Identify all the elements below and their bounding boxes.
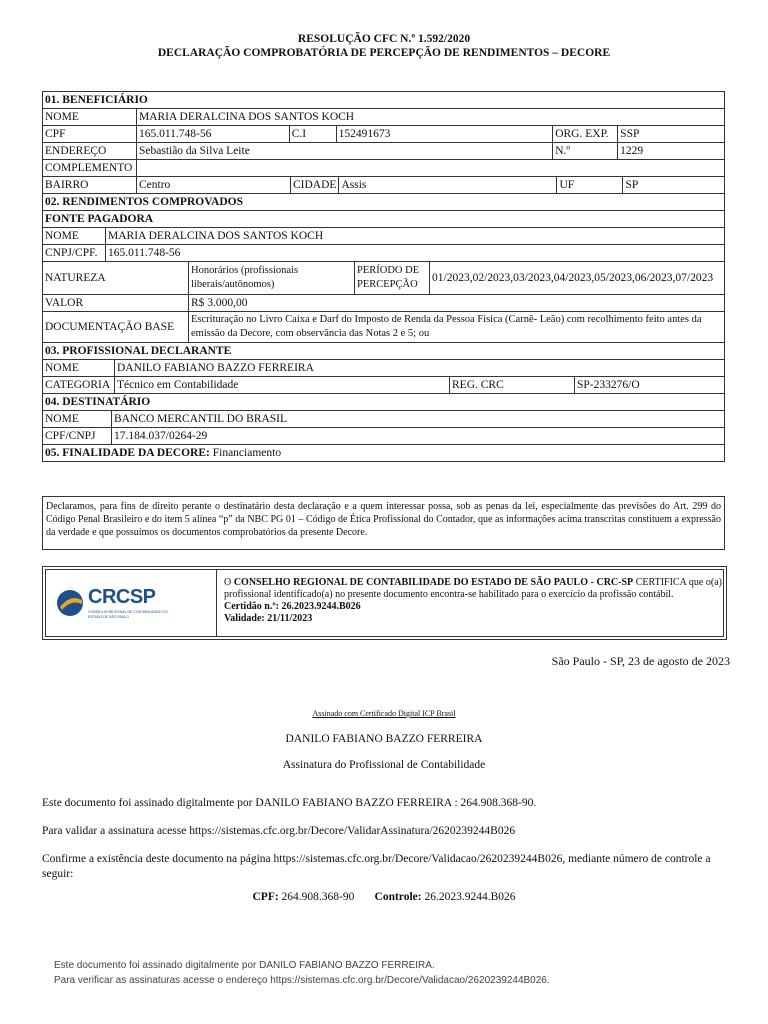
section-finalidade: 05. FINALIDADE DA DECORE: [45,447,210,459]
label-valor: VALOR [43,295,189,311]
documentacao-base: Escrituração no Livro Caixa e Darf do Imposto de Renda da Pessoa Física (Carnê- Leão) com recolhimento feito antes da emissão da Decore, com observância das Notas 2 e 5; ou [191,314,702,339]
label-natureza: NATUREZA [43,262,189,294]
doc-title-resolution: RESOLUÇÃO CFC N.º 1.592/2020 [297,33,471,45]
profissional-reg-crc: SP-233276/O [577,379,640,391]
valor: R$ 3.000,00 [191,297,248,309]
info-validate-url: Para validar a assinatura acesse https://sistemas.cfc.org.br/Decore/ValidarAssinatura/2620239244B026 [42,825,516,837]
destinatario-nome: BANCO MERCANTIL DO BRASIL [114,413,288,425]
footer-line-1: Este documento foi assinado digitalmente por DANILO FABIANO BAZZO FERREIRA. [54,960,435,971]
footer-line-2: Para verificar as assinaturas acesse o endereço https://sistemas.cfc.org.br/Decore/Validacao/2620239244B026. [54,975,550,986]
beneficiario-endereco: Sebastião da Silva Leite [136,143,552,160]
label-complemento: COMPLEMENTO [43,160,137,177]
profissional-categoria: Técnico em Contabilidade [115,377,450,393]
label-categoria: CATEGORIA [43,377,115,393]
signer-name: DANILO FABIANO BAZZO FERREIRA [285,733,483,745]
info-confirm-url: Confirme a existência deste documento na página https://sistemas.cfc.org.br/Decore/Validacao/2620239244B026, mediante número de controle a seguir: [42,853,711,880]
label-bairro: BAIRRO [43,177,137,194]
signature-tag: Assinado com Certificado Digital ICP Brasil [312,709,456,718]
section-rendimentos: 02. RENDIMENTOS COMPROVADOS [43,194,725,211]
profissional-nome: DANILO FABIANO BAZZO FERREIRA [117,362,314,374]
label-fonte-cnpj: CNPJ/CPF. [43,245,106,261]
label-dest-nome: NOME [43,411,112,427]
label-uf: UF [557,177,623,193]
label-fonte-nome: NOME [43,228,106,244]
section-destinatario: 04. DESTINATÁRIO [43,394,725,411]
crcsp-logo [46,570,217,636]
label-prof-nome: NOME [43,360,115,376]
beneficiario-ci: 152491673 [336,126,553,143]
section-profissional: 03. PROFISSIONAL DECLARANTE [43,343,725,360]
label-org-exp: ORG. EXP. [553,126,618,143]
label-ci: C.I [289,126,336,143]
controle-label: Controle: [374,891,422,903]
logo-wordmark: CRCSP [88,586,156,608]
certificate-text [224,577,722,625]
page-footer [54,958,550,988]
info-signed: Este documento foi assinado digitalmente por DANILO FABIANO BAZZO FERREIRA : 264.908.368-90. [42,797,537,809]
logo-subtitle: CONSELHO REGIONAL DE CONTABILIDADE DO ESTADO DE SÃO PAULO [88,610,168,619]
label-reg-crc: REG. CRC [450,377,575,393]
beneficiario-cpf: 165.011.748-56 [136,126,289,143]
label-numero: N.º [553,143,618,160]
cert-body: CERTIFICA que o(a) profissional identificado(a) no presente documento encontra-se habilitado para o exercício da profissão contábil. [224,577,722,600]
decore-form [42,91,725,462]
label-periodo: PERÍODO DE PERCEPÇÃO [355,262,430,294]
label-cidade: CIDADE [290,177,338,193]
cpf-control-line [0,891,768,903]
beneficiario-complemento [136,160,724,177]
label-endereco: ENDEREÇO [43,143,137,160]
declaration-text: Declaramos, para fins de direito perante o destinatário desta declaração e a quem interessar possa, sob as penas da lei, especialmente das previsões do Art. 299 do Código Penal Brasileiro e do item 5 alínea “p” da NBC PG 01 – Código de Ética Profissional do Contador, que as informações acima transcritas constituem a expressão da verdade e que possuímos os documentos comprobatórios da presente Decore. [42,496,725,550]
cert-org: CONSELHO REGIONAL DE CONTABILIDADE DO ESTADO DE SÃO PAULO - CRC-SP [233,577,634,588]
finalidade-value: Financiamento [212,447,282,459]
signer-role: Assinatura do Profissional de Contabilidade [282,759,486,771]
cert-number: Certidão n.º: 26.2023.9244.B026 [224,601,361,612]
certificate-box [42,566,727,640]
cert-prefix: O [224,577,232,588]
cpf-value: 264.908.368-90 [281,891,355,903]
natureza: Honorários (profissionais liberais/autônomos) [189,262,355,294]
label-nome: NOME [43,109,137,126]
label-dest-cnpj: CPF/CNPJ [43,428,112,444]
beneficiario-bairro: Centro [137,177,291,193]
fonte-pagadora-heading: FONTE PAGADORA [43,211,725,228]
beneficiario-org-exp: SSP [618,126,725,143]
label-cpf: CPF [43,126,137,143]
label-documentacao: DOCUMENTAÇÃO BASE [43,312,189,342]
place-date: São Paulo - SP, 23 de agosto de 2023 [551,654,730,668]
destinatario-cnpj: 17.184.037/0264-29 [114,430,208,442]
beneficiario-numero: 1229 [618,143,725,160]
cert-validity: Validade: 21/11/2023 [224,613,313,624]
beneficiario-uf: SP [625,179,639,191]
periodo-percepcao: 01/2023,02/2023,03/2023,04/2023,05/2023,06/2023,07/2023 [432,272,714,284]
fonte-cnpj: 165.011.748-56 [108,247,181,259]
cpf-label: CPF: [252,891,279,903]
section-beneficiario: 01. BENEFICIÁRIO [43,92,725,109]
beneficiario-nome: MARIA DERALCINA DOS SANTOS KOCH [136,109,724,126]
fonte-nome: MARIA DERALCINA DOS SANTOS KOCH [108,230,324,242]
controle-value: 26.2023.9244.B026 [424,891,516,903]
beneficiario-cidade: Assis [339,177,557,193]
doc-title-declaration: DECLARAÇÃO COMPROBATÓRIA DE PERCEPÇÃO DE RENDIMENTOS – DECORE [157,47,611,59]
